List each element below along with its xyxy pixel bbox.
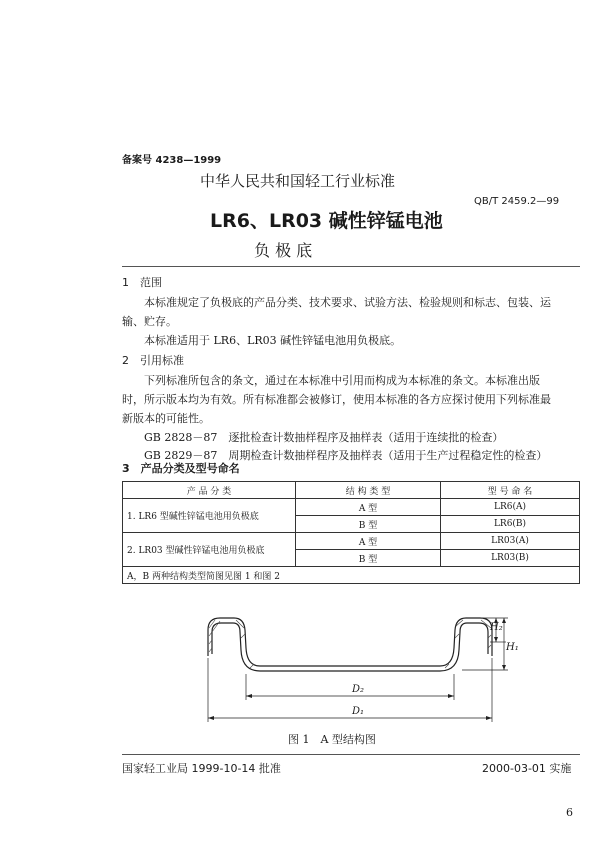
table-header-cell: 结 构 类 型	[296, 482, 441, 499]
issuing-organization: 中华人民共和国轻工行业标准	[200, 172, 396, 190]
table-header-cell: 型 号 命 名	[441, 482, 580, 499]
document-subtitle: 负 极 底	[254, 241, 313, 260]
table-cell-model: LR03(B)	[441, 550, 580, 567]
section-2-paragraph-line: 下列标准所包含的条文，通过在本标准中引用而构成为本标准的条文。本标准出版	[144, 374, 540, 387]
table-header-row	[123, 482, 580, 499]
table-note: A，B 两种结构类型简图见图 1 和图 2	[123, 567, 580, 584]
section-2-paragraph-line: 时，所示版本均为有效。所有标准都会被修订，使用本标准的各方应探讨使用下列标准最	[122, 393, 551, 406]
section-1-paragraph-line: 本标准规定了负极底的产品分类、技术要求、试验方法、检验规则和标志、包装、运	[144, 296, 551, 309]
section-1-heading: 1 范围	[122, 276, 162, 289]
page-number: 6	[566, 806, 573, 819]
table-row	[123, 533, 580, 550]
reference-standard-2: GB 2829－87 周期检查计数抽样程序及抽样表（适用于生产过程稳定性的检查）	[144, 449, 548, 462]
product-classification-table	[122, 481, 580, 584]
wall-hatching	[209, 620, 491, 668]
standard-code: QB/T 2459.2—99	[474, 196, 560, 207]
section-2-paragraph-line: 新版本的可能性。	[122, 412, 210, 425]
figure-caption: 图 1 A 型结构图	[288, 733, 376, 746]
effective-date: 2000-03-01 实施	[482, 762, 572, 775]
table-cell-model: LR6(B)	[441, 516, 580, 533]
table-cell-type: B 型	[296, 550, 441, 567]
table-header-cell: 产 品 分 类	[123, 482, 296, 499]
header-rule	[122, 266, 580, 267]
section-1-paragraph-line: 输、贮存。	[122, 315, 177, 328]
table-cell-type: A 型	[296, 533, 441, 550]
dimension-label-h2: H₂	[490, 622, 503, 633]
table-cell-category: 1. LR6 型碱性锌锰电池用负极底	[123, 499, 296, 533]
record-number: 备案号 4238—1999	[122, 155, 222, 166]
reference-standard-1: GB 2828－87 逐批检查计数抽样程序及抽样表（适用于连续批的检查）	[144, 431, 504, 444]
profile-outline	[208, 618, 492, 666]
approval-statement: 国家轻工业局 1999-10-14 批准	[122, 762, 281, 775]
section-1-paragraph: 本标准适用于 LR6、LR03 碱性锌锰电池用负极底。	[144, 334, 402, 347]
table-cell-model: LR6(A)	[441, 499, 580, 516]
section-3-heading: 3 产品分类及型号命名	[122, 462, 240, 475]
table-cell-model: LR03(A)	[441, 533, 580, 550]
figure-1-drawing	[190, 608, 510, 728]
table-cell-type: A 型	[296, 499, 441, 516]
dimension-label-d1: D₁	[352, 706, 365, 717]
dimension-label-h1: H₁	[506, 642, 519, 653]
document-title: LR6、LR03 碱性锌锰电池	[210, 210, 443, 232]
table-cell-type: B 型	[296, 516, 441, 533]
dimension-label-d2: D₂	[352, 684, 365, 695]
footer-rule	[122, 754, 580, 755]
dimension-arrows	[208, 618, 506, 720]
section-2-heading: 2 引用标准	[122, 354, 184, 367]
table-note-row	[123, 567, 580, 584]
table-row	[123, 499, 580, 516]
table-cell-category: 2. LR03 型碱性锌锰电池用负极底	[123, 533, 296, 567]
